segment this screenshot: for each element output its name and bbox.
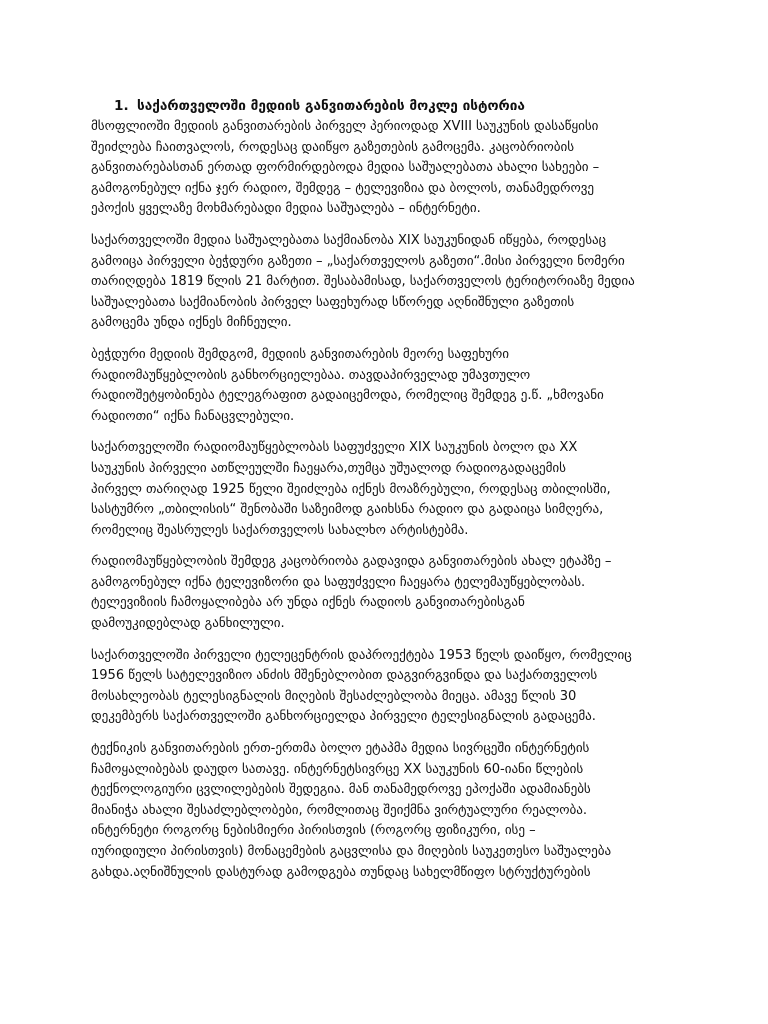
paragraph-radio-broadcasting: ბეჭდური მედიის შემდგომ, მედიის განვითარების მეორე საფეხური რადიომაუწყებლობის განხორციელებაა. თავდაპირველად უმავთულო რადიოშეტყობინება ტელეგრაფით გადაიცემოდა, რომელიც შემდეგ ე.წ. „ხმოვანი რადიოთი“ იქნა ჩანაცვლებული. — [91, 346, 604, 424]
paragraph-world-media-history: მსოფლიოში მედიის განვითარების პირველ პერიოდად XVIII საუკუნის დასაწყისი შეიძლება ჩაითვალოს, როდესაც დაიწყო გაზეთების გამოცემა. კაცობრიობის განვითარებასთან ერთად ფორმირდებოდა მედია საშუალებათა ახალი სახეები – გამოგონებულ იქნა ჯერ რადიო, შემდეგ – ტელევიზია და ბოლოს, თანამედროვე ეპოქის ყველაზე მოხმარებადი მედია საშუალება – ინტერნეტი. — [91, 119, 600, 217]
section-heading — [114, 96, 691, 116]
paragraph-television: რადიომაუწყებლობის შემდეგ კაცობრიობა გადავიდა განვითარების ახალ ეტაპზე – გამოგონებულ იქნა ტელევიზორი და საფუძველი ჩაეყარა ტელემაუწყებლობას. ტელევიზიის ჩამოყალიბება არ უნდა იქნეს რადიოს განვითარებისგან დამოუკიდებლად განხილული. — [91, 554, 612, 632]
paragraph-georgian-television: საქართველოში პირველი ტელეცენტრის დაპროექტება 1953 წელს დაიწყო, რომელიც 1956 წელს სატელევიზიო ანძის მშენებლობით დაგვირგვინდა და საქართველოს მოსახლეობას ტელესიგნალის მიღების შესაძლებლობა მიეცა. ამავე წლის 30 დეკემბერს საქართველოში განხორციელდა პირველი ტელესიგნალის გადაცემა. — [91, 647, 632, 725]
paragraph-georgian-print-media: საქართველოში მედია საშუალებათა საქმიანობა XIX საუკუნიდან იწყება, როდესაც გამოიცა პირველი ბეჭდური გაზეთი – „საქართველოს გაზეთი“.მისი პირველი ნომერი თარიღდება 1819 წლის 21 მარტით. შესაბამისად, საქართველოს ტერიტორიაზე მედია საშუალებათა საქმიანობის პირველ საფეხურად სწორედ აღნიშნული გაზეთის გამოცემა უნდა იქნეს მიჩნეული. — [91, 232, 635, 331]
paragraph-georgian-radio: საქართველოში რადიომაუწყებლობას საფუძველი XIX საუკუნის ბოლო და XX საუკუნის პირველი ათწლეულში ჩაეყარა,თუმცა უშუალოდ რადიოგადაცემის პირველ თარიღად 1925 წელი შეიძლება იქნეს მოაზრებული, როდესაც თბილისში, სასტუმრო „თბილისის“ შენობაში საზეიმოდ გაიხსნა რადიო და გადაიცა სიმღერა, რომელიც შეასრულეს საქართველოს სახალხო არტისტებმა. — [91, 440, 611, 538]
heading-title: საქართველოში მედიის განვითარების მოკლე ისტორია — [137, 98, 525, 114]
heading-number: 1. — [114, 98, 129, 114]
paragraph-internet: ტექნიკის განვითარების ერთ-ერთმა ბოლო ეტაპმა მედია სივრცეში ინტერნეტის ჩამოყალიბებას დაუდო სათავე. ინტერნეტსივრცე XX საუკუნის 60-იანი წლების ტექნოლოგიური ცვლილებების შედეგია. მან თანამედროვე ეპოქაში ადამიანებს მიანიჭა ახალი შესაძლებლობები, რომლითაც შეიქმნა ვირტუალური რეალობა. ინტერნეტი როგორც ნებისმიერი პირისთვის (როგორც ფიზიკური, ისე – იურიდიული პირისთვის) მონაცემების გაცვლისა და მიღების საუკეთესო საშუალება გახდა.აღნიშნულის დასტურად გამოდგება თუნდაც სახელმწიფო სტრუქტურების — [91, 741, 612, 880]
document-body — [91, 96, 691, 894]
